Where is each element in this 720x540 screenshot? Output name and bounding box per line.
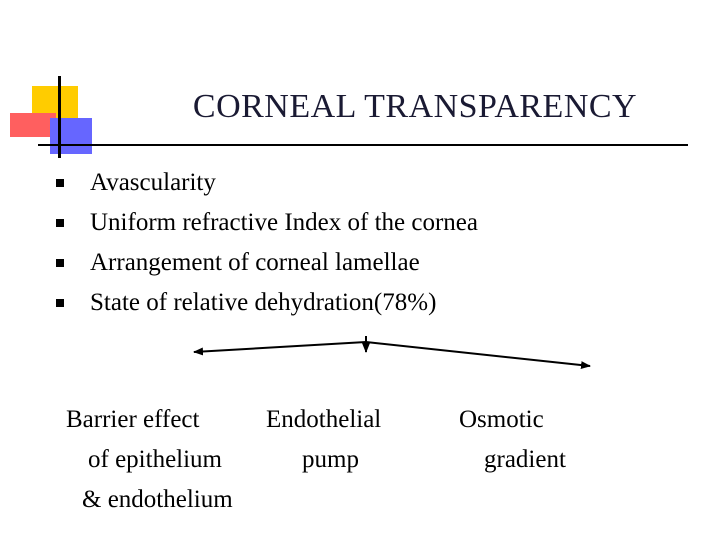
branch-text: Endothelial: [266, 406, 382, 433]
slide-title: CORNEAL TRANSPARENCY: [192, 88, 638, 125]
bullet-text: Uniform refractive Index of the cornea: [90, 209, 479, 236]
arrow-to-barrier: [194, 342, 366, 352]
branch-text: gradient: [484, 446, 566, 473]
branch-text: Osmotic: [459, 406, 544, 433]
branch-text: Barrier effect: [66, 406, 200, 433]
bullet-text: Avascularity: [90, 169, 216, 196]
branch-osmotic-gradient: [459, 400, 566, 480]
branch-text: pump: [302, 446, 359, 473]
bullet-text: State of relative dehydration(78%): [90, 289, 437, 316]
branch-text: of epithelium: [88, 446, 222, 473]
branch-text: & endothelium: [82, 486, 233, 513]
bullet-text: Arrangement of corneal lamellae: [90, 249, 420, 276]
branch-endothelial-pump: [266, 400, 381, 480]
branch-barrier-effect: [66, 400, 233, 520]
arrow-to-osmotic: [366, 342, 590, 366]
